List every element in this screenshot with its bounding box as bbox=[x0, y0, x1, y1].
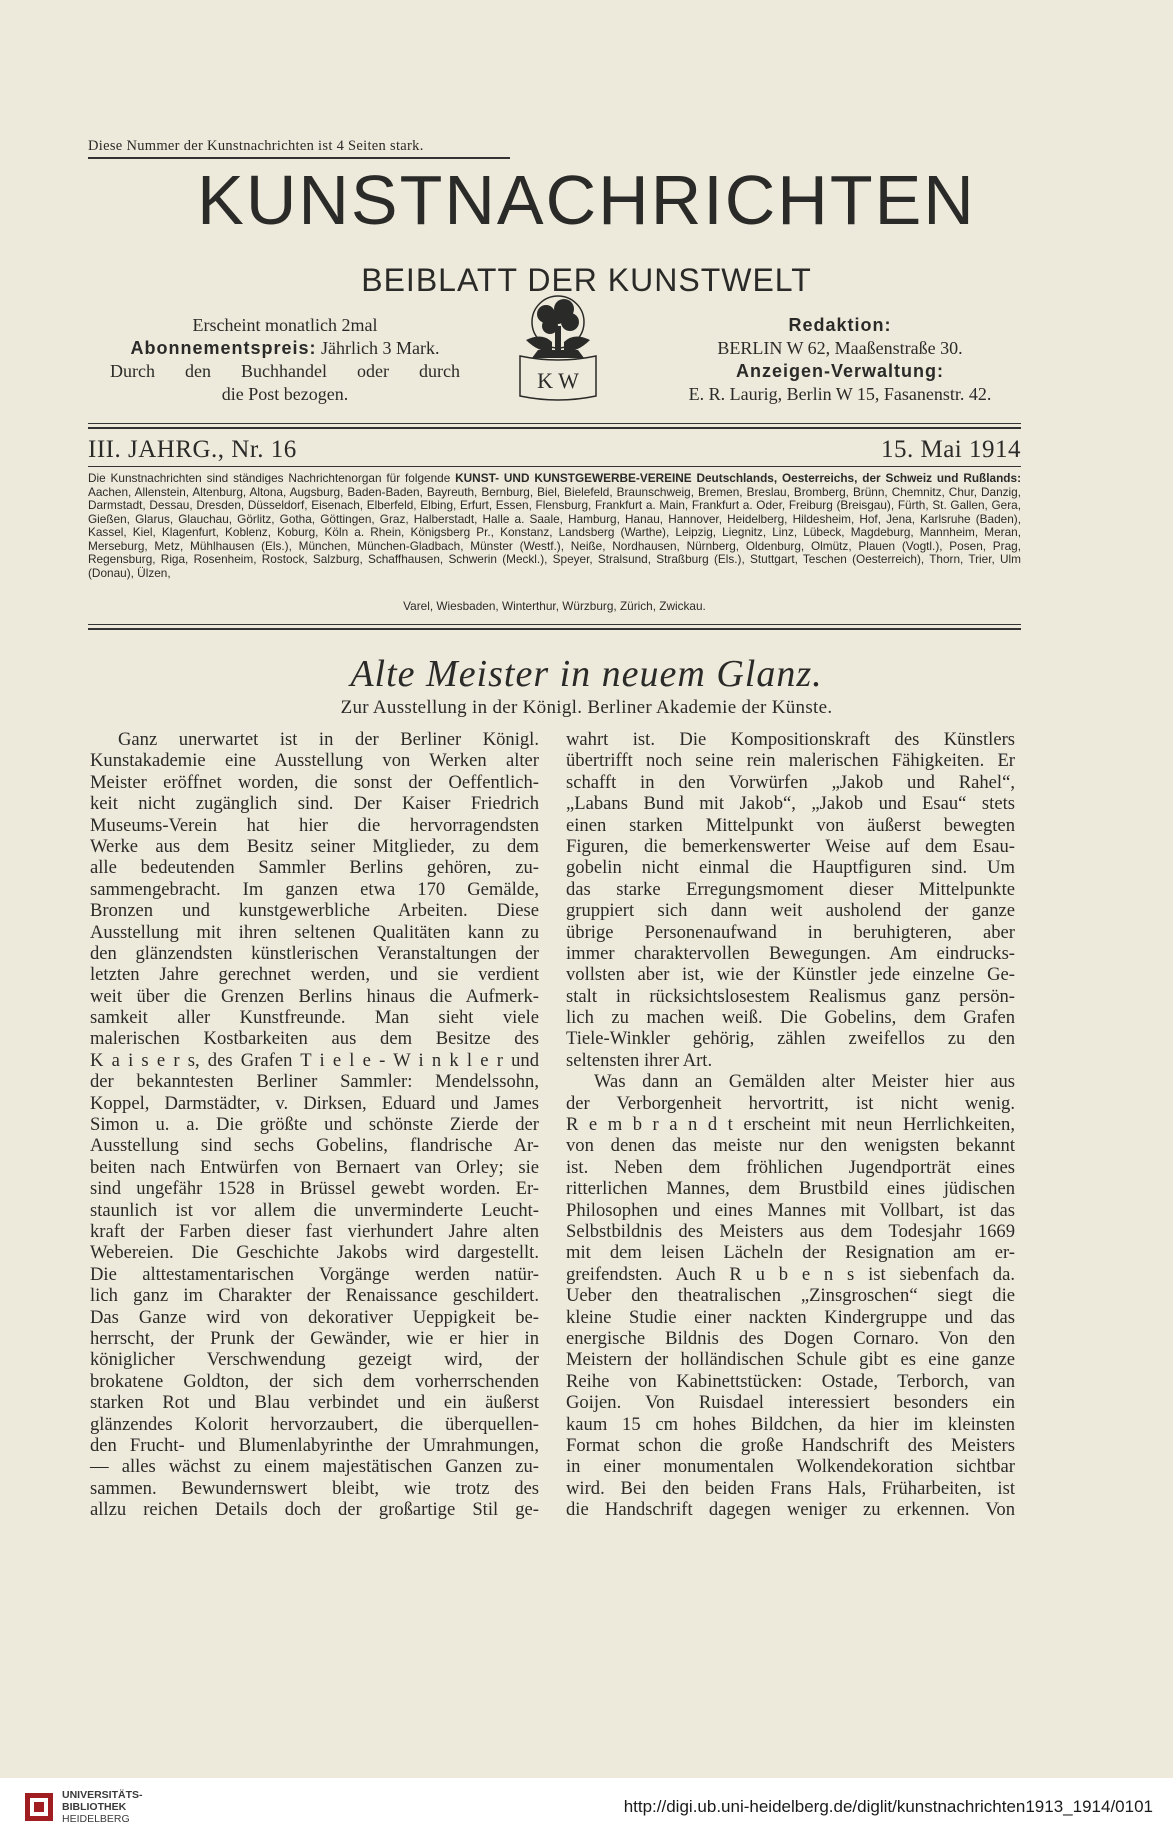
text-line: in einer monumentalen Wolkendekoration sichtbar bbox=[566, 1456, 1015, 1478]
masthead-title: KUNSTNACHRICHTEN bbox=[197, 161, 976, 239]
divider-rule bbox=[88, 466, 1021, 467]
text-line: vollsten aber ist, wie der Künstler jede einzelne Ge- bbox=[566, 964, 1015, 986]
text-line: Ganz unerwartet ist in der Berliner Königl. bbox=[118, 729, 539, 750]
text-line: immer charaktervollen Bewegungen. Am eindrucks- bbox=[566, 942, 1015, 964]
text-line: kraft der Farben dieser fast vierhundert Jahre alten bbox=[90, 1220, 539, 1242]
member-societies-text bbox=[88, 472, 1021, 580]
text-line: malerischen Kostbarkeiten aus dem Besitze des bbox=[90, 1028, 539, 1050]
text-line: weit über die Grenzen Berlins hinaus die Aufmerk- bbox=[90, 985, 539, 1007]
text-line: — alles wächst zu einem majestätischen Ganzen zu- bbox=[90, 1456, 539, 1478]
text-line: Simon u. a. Die größte und schönste Zierde der bbox=[90, 1114, 539, 1136]
text-line: Kunstakademie eine Ausstellung von Werken alter bbox=[90, 750, 539, 772]
divider-rule bbox=[88, 628, 1021, 630]
text-line: der Verborgenheit hervortritt, ist nicht wenig. bbox=[566, 1092, 1015, 1114]
text-line: greifendsten. Auch R u b e n s ist siebenfach da. bbox=[566, 1263, 1015, 1285]
subscription-price-value: Jährlich 3 Mark. bbox=[316, 338, 440, 358]
divider-rule bbox=[88, 427, 1021, 429]
text-line: glänzendes Kolorit hervorzaubert, die überquellen- bbox=[90, 1413, 539, 1435]
logo-initials: K W bbox=[537, 368, 579, 393]
text-line: keit nicht zugänglich sind. Der Kaiser Friedrich bbox=[90, 793, 539, 815]
text-line: starken Rot und Blau verbindet und ein äußerst bbox=[90, 1392, 539, 1414]
text-line: seltensten ihrer Art. bbox=[566, 1049, 713, 1071]
article-column-left bbox=[90, 729, 539, 1520]
text-line: ist. Neben dem fröhlichen Jugendporträt eines bbox=[566, 1156, 1015, 1178]
advertising-label: Anzeigen-Verwaltung: bbox=[735, 361, 944, 381]
text-line: lich ganz im Charakter der Renaissance geschildert. bbox=[90, 1285, 539, 1307]
members-cities: Aachen, Allenstein, Altenburg, Altona, Augsburg, Baden-Baden, Bayreuth, Bernburg, Biel, Bielefeld, Braunschweig, Bremen, Breslau, Bromberg, Brünn, Chemnitz, Chur, Danzig, Darmstadt, Dessau, Dresden, Düsseldorf, Eisenach, Elberfeld, Elbing, Erfurt, Essen, Flensburg, Frankfurt a. Main, Frankfurt a. Oder, Freiburg (Breisgau), Fürth, St. Gallen, Gera, Gießen, Glarus, Glauchau, Görlitz, Gotha, Göttingen, Graz, Halberstadt, Halle a. Saale, Hamburg, Hanau, Hannover, Heidelberg, Hildesheim, Hof, Jena, Karlsruhe (Baden), Kassel, Kiel, Klagenfurt, Koblenz, Koburg, Köln a. Rhein, Königsberg Pr., Konstanz, Landsberg (Warthe), Leipzig, Liegnitz, Linz, Lübeck, Magdeburg, Mannheim, Meran, Merseburg, Metz, Mühlhausen (Els.), München, München-Gladbach, Münster (Westf.), Neiße, Nordhausen, Nürnberg, Oldenburg, Olmütz, Plauen (Vogtl.), Posen, Prag, Regensburg, Riga, Rosenheim, Rostock, Salzburg, Schaffhausen, Schwerin (Meckl.), Speyer, Stralsund, Straßburg (Els.), Stuttgart, Teschen (Oesterreich), Thorn, Trier, Ulm (Donau), Ülzen, bbox=[88, 484, 1021, 580]
text-line: R e m b r a n d t erscheint mit neun Herrlichkeiten, bbox=[566, 1114, 1015, 1136]
text-line: übertrifft noch seine rein malerischen Fähigkeiten. Er bbox=[566, 750, 1015, 772]
publication-frequency: Erscheint monatlich 2mal bbox=[192, 315, 378, 335]
notice-underline bbox=[88, 157, 510, 159]
text-line: Goijen. Von Ruisdael interessiert besonders ein bbox=[566, 1392, 1015, 1414]
text-line: energische Bildnis des Dogen Cornaro. Von den bbox=[566, 1327, 1015, 1349]
text-line: Tiele-Winkler gehörig, zählen zweifellos zu den bbox=[566, 1028, 1015, 1050]
subscription-price bbox=[110, 337, 460, 360]
text-line: den glänzendsten künstlerischen Veranstaltungen der bbox=[90, 942, 539, 964]
text-line: Werke aus dem Besitz seiner Mitglieder, zu dem bbox=[90, 835, 539, 857]
editorial-info bbox=[640, 314, 1040, 406]
library-name-line: BIBLIOTHEK bbox=[62, 1801, 127, 1813]
text-line: kaum 15 cm hohes Bildchen, da hier im kleinsten bbox=[566, 1413, 1015, 1435]
text-line: samkeit aller Kunstfreunde. Man sieht viele bbox=[90, 1007, 539, 1029]
text-line: staunlich ist vor allem die unverminderte Leucht- bbox=[90, 1199, 539, 1221]
text-line: kleine Studie einer nackten Kindergruppe und das bbox=[566, 1306, 1015, 1328]
text-line: „Labans Bund mit Jakob“, „Jakob und Esau“ stets bbox=[566, 793, 1015, 815]
text-line: Figuren, die bemerkenswerter Weise auf dem Esau- bbox=[566, 835, 1015, 857]
text-line: alle bedeutenden Sammler Berlins gehören, zu- bbox=[90, 857, 539, 879]
text-line: sind ungefähr 1528 in Brüssel gewebt worden. Er- bbox=[90, 1178, 539, 1200]
text-line: brokatene Goldton, der sich dem vorherrschenden bbox=[90, 1370, 539, 1392]
editorial-label: Redaktion: bbox=[788, 315, 892, 335]
text-line: Koppel, Darmstädter, v. Dirksen, Eduard und James bbox=[90, 1092, 539, 1114]
library-name-line: HEIDELBERG bbox=[62, 1813, 130, 1825]
text-line: einen starken Mittelpunkt von äußerst bewegten bbox=[566, 814, 1015, 836]
text-line: sammen. Bewundernswert bleibt, wie trotz des bbox=[90, 1477, 539, 1499]
issue-date: 15. Mai 1914 bbox=[880, 436, 1021, 463]
members-lead: Die Kunstnachrichten sind ständiges Nachrichtenorgan für folgende bbox=[88, 471, 456, 485]
text-line: übrige Personenaufwand in beruhigteren, aber bbox=[566, 921, 1015, 943]
text-line: Reihe von Kabinettstücken: Ostade, Terborch, van bbox=[566, 1370, 1015, 1392]
text-line: Die alttestamentarischen Vorgänge werden natür- bbox=[90, 1263, 539, 1285]
subscription-price-label: Abonnementspreis: bbox=[130, 338, 317, 358]
article-column-right bbox=[566, 729, 1015, 1520]
text-line: schafft in den Vorwürfen „Jakob und Rahel“, bbox=[566, 771, 1015, 793]
text-line: Das Ganze wird von dekorativer Ueppigkeit be- bbox=[90, 1306, 539, 1328]
editorial-address: BERLIN W 62, Maaßenstraße 30. bbox=[717, 338, 963, 358]
source-url[interactable]: http://digi.ub.uni-heidelberg.de/diglit/kunstnachrichten1913_1914/0101 bbox=[623, 1797, 1153, 1816]
text-line: der bekanntesten Berliner Sammler: Mendelssohn, bbox=[90, 1071, 539, 1093]
text-line: ritterlichen Mannes, dem Brustbild eines jüdischen bbox=[566, 1178, 1015, 1200]
text-line: Format schon die große Handschrift des Meisters bbox=[566, 1434, 1015, 1456]
member-societies-last-line: Varel, Wiesbaden, Winterthur, Würzburg, Zürich, Zwickau. bbox=[403, 599, 706, 613]
text-line: Museums-Verein hat hier die hervorragendsten bbox=[90, 814, 539, 836]
text-line: Webereien. Die Geschichte Jakobs wird dargestellt. bbox=[90, 1242, 539, 1264]
text-line: gobelin nicht einmal die Hauptfiguren sind. Um bbox=[566, 857, 1015, 879]
distribution-line-2: die Post bezogen. bbox=[221, 384, 349, 404]
text-line: wird. Bei den beiden Frans Hals, Früharbeiten, ist bbox=[566, 1477, 1015, 1499]
article-title: Alte Meister in neuem Glanz. bbox=[350, 653, 823, 695]
text-line: Selbstbildnis des Meisters aus dem Todesjahr 1669 bbox=[566, 1220, 1015, 1242]
text-line: letzten Jahre gerechnet werden, und sie verdient bbox=[90, 964, 539, 986]
text-line: von denen das meiste nur den wenigsten bekannt bbox=[566, 1135, 1015, 1157]
text-line: stalt in rücksichtslosestem Realismus ganz persön- bbox=[566, 985, 1015, 1007]
divider-rule bbox=[88, 624, 1021, 625]
text-line: allzu reichen Details doch der großartige Stil ge- bbox=[90, 1499, 539, 1521]
issue-number: III. JAHRG., Nr. 16 bbox=[88, 436, 297, 463]
text-line: die Handschrift dagegen weniger zu erkennen. Von bbox=[566, 1499, 1015, 1521]
text-line: mit dem leisen Lächeln der Resignation am er- bbox=[566, 1242, 1015, 1264]
distribution-line: Durch den Buchhandel oder durch bbox=[110, 361, 460, 381]
subscription-info bbox=[110, 314, 460, 406]
library-name bbox=[62, 1789, 143, 1825]
page-count-notice: Diese Nummer der Kunstnachrichten ist 4 Seiten stark. bbox=[88, 138, 424, 154]
text-line: beiten nach Entwürfen von Bernaert van Orley; sie bbox=[90, 1156, 539, 1178]
text-line: sammengebracht. Im ganzen etwa 170 Gemälde, bbox=[90, 878, 539, 900]
text-line: gruppiert sich dann weit ausholend der ganze bbox=[566, 900, 1015, 922]
university-library-logo bbox=[24, 1792, 54, 1822]
text-line: Bronzen und kunstgewerbliche Arbeiten. Diese bbox=[90, 900, 539, 922]
masthead-subtitle: BEIBLATT DER KUNSTWELT bbox=[361, 262, 812, 298]
text-line: herrscht, der Prunk der Gewänder, wie er hier in bbox=[90, 1327, 539, 1349]
text-line: K a i s e r s, des Grafen T i e l e - W i n k l e r und bbox=[90, 1049, 539, 1071]
advertising-address: E. R. Laurig, Berlin W 15, Fasanenstr. 42. bbox=[688, 384, 992, 404]
text-line: Was dann an Gemälden alter Meister hier aus bbox=[594, 1071, 1015, 1093]
text-line: Meister eröffnet worden, die sonst der Oeffentlich- bbox=[90, 771, 539, 793]
text-line: Ausstellung sind sechs Gobelins, flandrische Ar- bbox=[90, 1135, 539, 1157]
members-lead-bold: KUNST- UND KUNSTGEWERBE-VEREINE Deutschlands, Oesterreichs, der Schweiz und Rußlands: bbox=[455, 471, 1021, 485]
text-line: Ausstellung mit ihren seltenen Qualitäten kann zu bbox=[90, 921, 539, 943]
text-line: lich zu machen weiß. Die Gobelins, dem Grafen bbox=[566, 1007, 1015, 1029]
text-line: wahrt ist. Die Kompositionskraft des Künstlers bbox=[566, 729, 1015, 750]
tree-emblem-logo bbox=[512, 292, 604, 402]
text-line: königlicher Verschwendung gezeigt wird, der bbox=[90, 1349, 539, 1371]
text-line: den Frucht- und Blumenlabyrinthe der Umrahmungen, bbox=[90, 1434, 539, 1456]
divider-rule bbox=[88, 423, 1021, 424]
text-line: Ueber den theatralischen „Zinsgroschen“ siegt die bbox=[566, 1285, 1015, 1307]
text-line: Meistern der holländischen Schule gibt es eine ganze bbox=[566, 1349, 1015, 1371]
text-line: das starke Erregungsmoment dieser Mittelpunkte bbox=[566, 878, 1015, 900]
library-name-line: UNIVERSITÄTS- bbox=[62, 1789, 143, 1801]
article-subtitle: Zur Ausstellung in der Königl. Berliner Akademie der Künste. bbox=[340, 697, 833, 718]
text-line: Philosophen und eines Mannes mit Vollbart, ist das bbox=[566, 1199, 1015, 1221]
